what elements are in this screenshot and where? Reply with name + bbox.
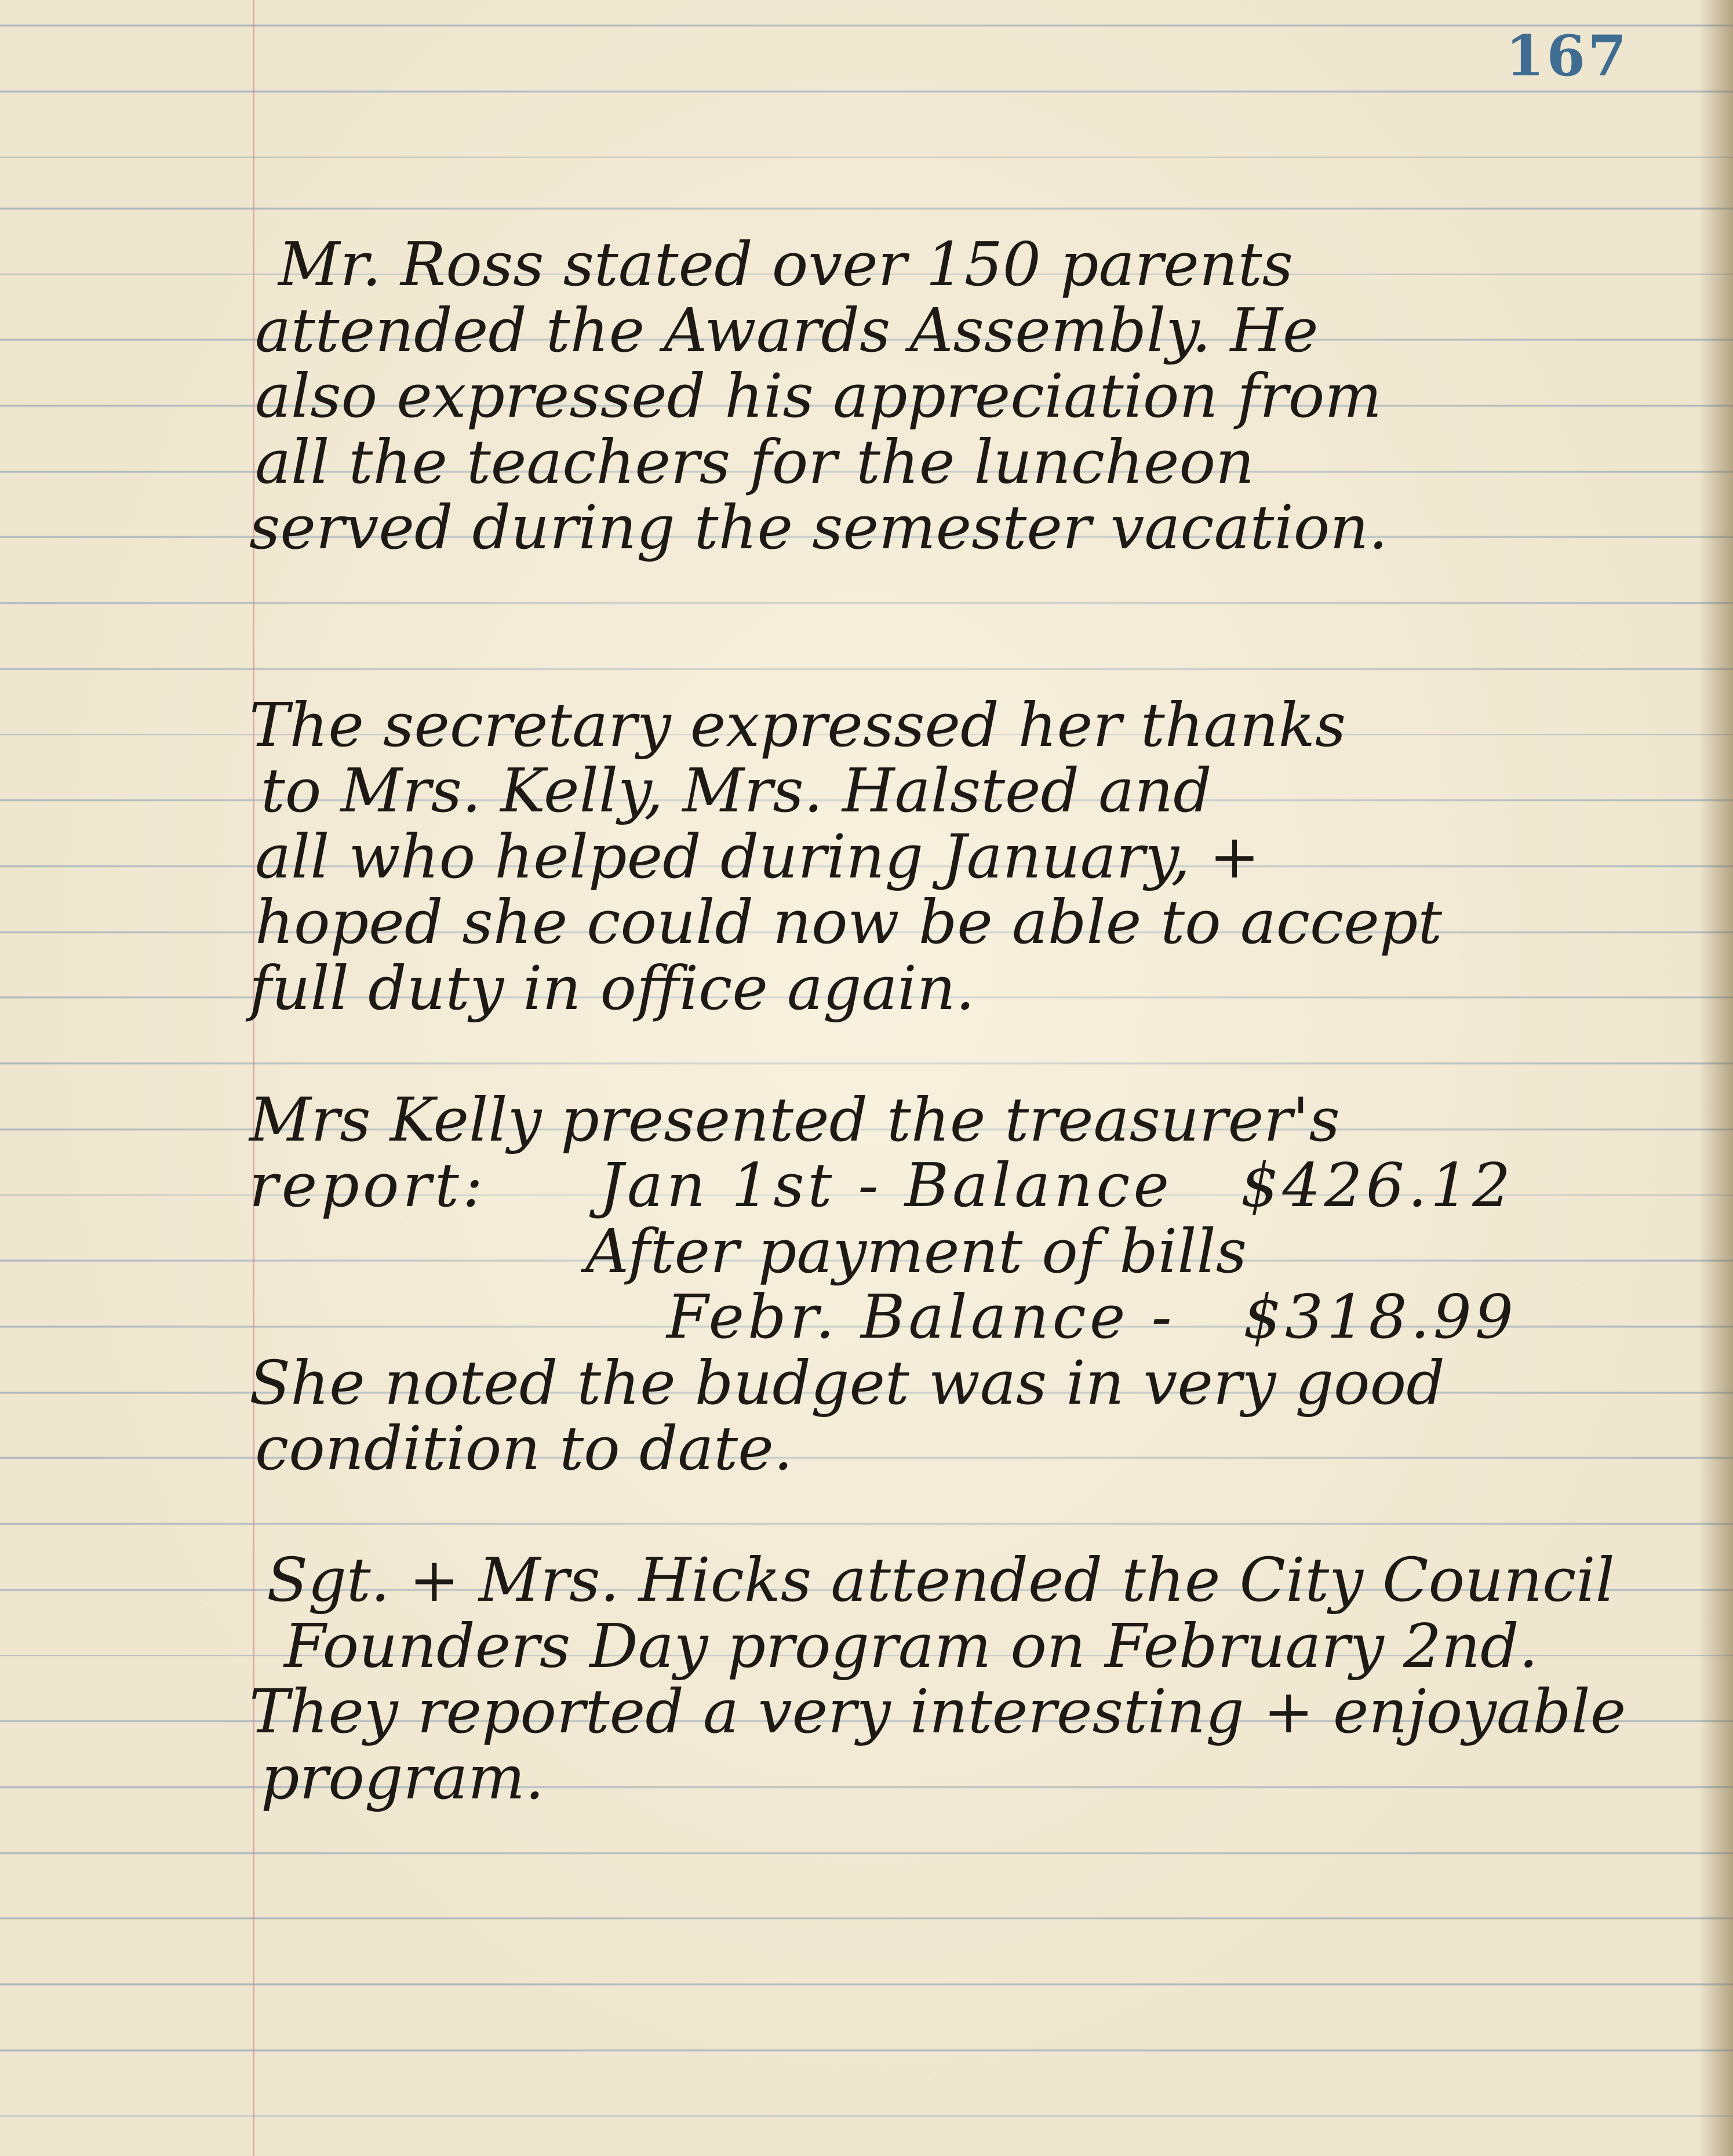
text-line: She noted the budget was in very good bbox=[249, 1347, 1445, 1418]
text-line: They reported a very interesting + enjoyable bbox=[249, 1676, 1626, 1747]
text-line: hoped she could now be able to accept bbox=[255, 887, 1443, 957]
minutes-text bbox=[238, 229, 1675, 1813]
paragraph-treasurer-report bbox=[238, 1084, 1675, 1484]
text-line: all the teachers for the luncheon bbox=[255, 426, 1255, 497]
text-line: full duty in office again. bbox=[249, 952, 975, 1024]
paragraph-founders-day bbox=[238, 1547, 1675, 1811]
balance-line-january: report: Jan 1st - Balance $426.12 bbox=[249, 1150, 1514, 1221]
text-line: program. bbox=[261, 1742, 544, 1813]
text-line: all who helped during January, + bbox=[255, 821, 1260, 892]
balance-line-february: Febr. Balance - $318.99 bbox=[667, 1281, 1517, 1352]
text-line: After payment of bills bbox=[585, 1215, 1247, 1287]
text-line: Founders Day program on February 2nd. bbox=[284, 1610, 1538, 1681]
text-line: to Mrs. Kelly, Mrs. Halsted and bbox=[261, 755, 1212, 826]
text-line: served during the semester vacation. bbox=[249, 492, 1388, 563]
text-line: condition to date. bbox=[255, 1413, 793, 1484]
text-line: Mrs Kelly presented the treasurer's bbox=[249, 1084, 1340, 1155]
text-line: The secretary expressed her thanks bbox=[249, 689, 1346, 760]
paragraph-awards-assembly bbox=[238, 229, 1675, 563]
text-line: attended the Awards Assembly. He bbox=[255, 294, 1319, 366]
paragraph-secretary-thanks bbox=[238, 689, 1675, 1024]
page-number: 167 bbox=[1505, 23, 1629, 89]
text-line: Sgt. + Mrs. Hicks attended the City Council bbox=[267, 1545, 1615, 1615]
text-line: Mr. Ross stated over 150 parents bbox=[278, 229, 1293, 300]
text-line: also expressed his appreciation from bbox=[255, 360, 1382, 431]
